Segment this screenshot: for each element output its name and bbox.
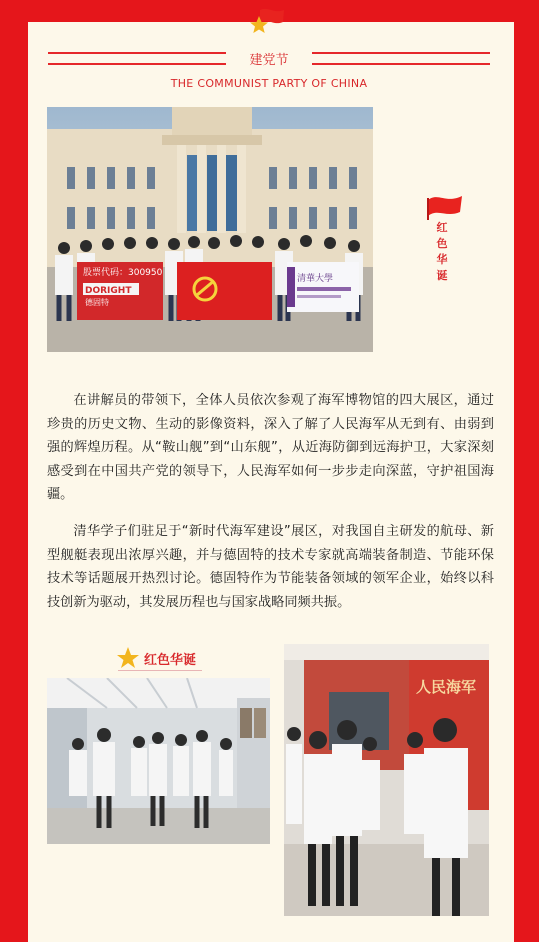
caption-underline	[118, 670, 202, 671]
exhibit-sign: 人民海军	[416, 678, 477, 696]
section-subtitle: THE COMMUNIST PARTY OF CHINA	[170, 77, 368, 90]
paragraph-1: 在讲解员的带领下，全体人员依次参观了海军博物馆的四大展区，通过珍贵的历史文物、生动的影像资料，深入了解了人民海军从无到有、由弱到强的辉煌历程。从“鞍山舰”到“山东舰”，从近海防御到远海护卫，大家深刻感受到在中国共产党的领导下，人民海军如何一步步走向深蓝，守护祖国海疆。	[47, 393, 494, 502]
header-divider-right	[312, 52, 490, 65]
red-flag-icon	[424, 190, 464, 222]
star-icon	[116, 646, 140, 670]
header-divider-left	[48, 52, 226, 65]
section-title: 建党节	[249, 53, 289, 68]
banner-stock-code: 股票代码：300950	[83, 268, 163, 278]
banner-logo: DORIGHT	[85, 286, 132, 296]
exhibit-viewing-photo	[284, 644, 489, 916]
exhibition-hall-photo	[47, 678, 270, 844]
flag-star-icon	[250, 6, 286, 36]
paragraph-2: 清华学子们驻足于“新时代海军建设”展区，对我国自主研发的航母、新型舰艇表现出浓厚兴趣，并与德固特的技术专家就高端装备制造、节能环保技术等话题展开热烈讨论。德固特作为节能装备领域的领军企业，始终以科技创新为驱动，其发展历程也与国家战略同频共振。	[47, 524, 494, 610]
side-label: 红色华诞	[436, 221, 448, 282]
banner-tsinghua: 清華大學	[297, 274, 334, 284]
group-photo-museum	[47, 107, 373, 352]
caption-text: 红色华诞	[144, 653, 197, 668]
banner-company: 德固特	[85, 298, 109, 307]
